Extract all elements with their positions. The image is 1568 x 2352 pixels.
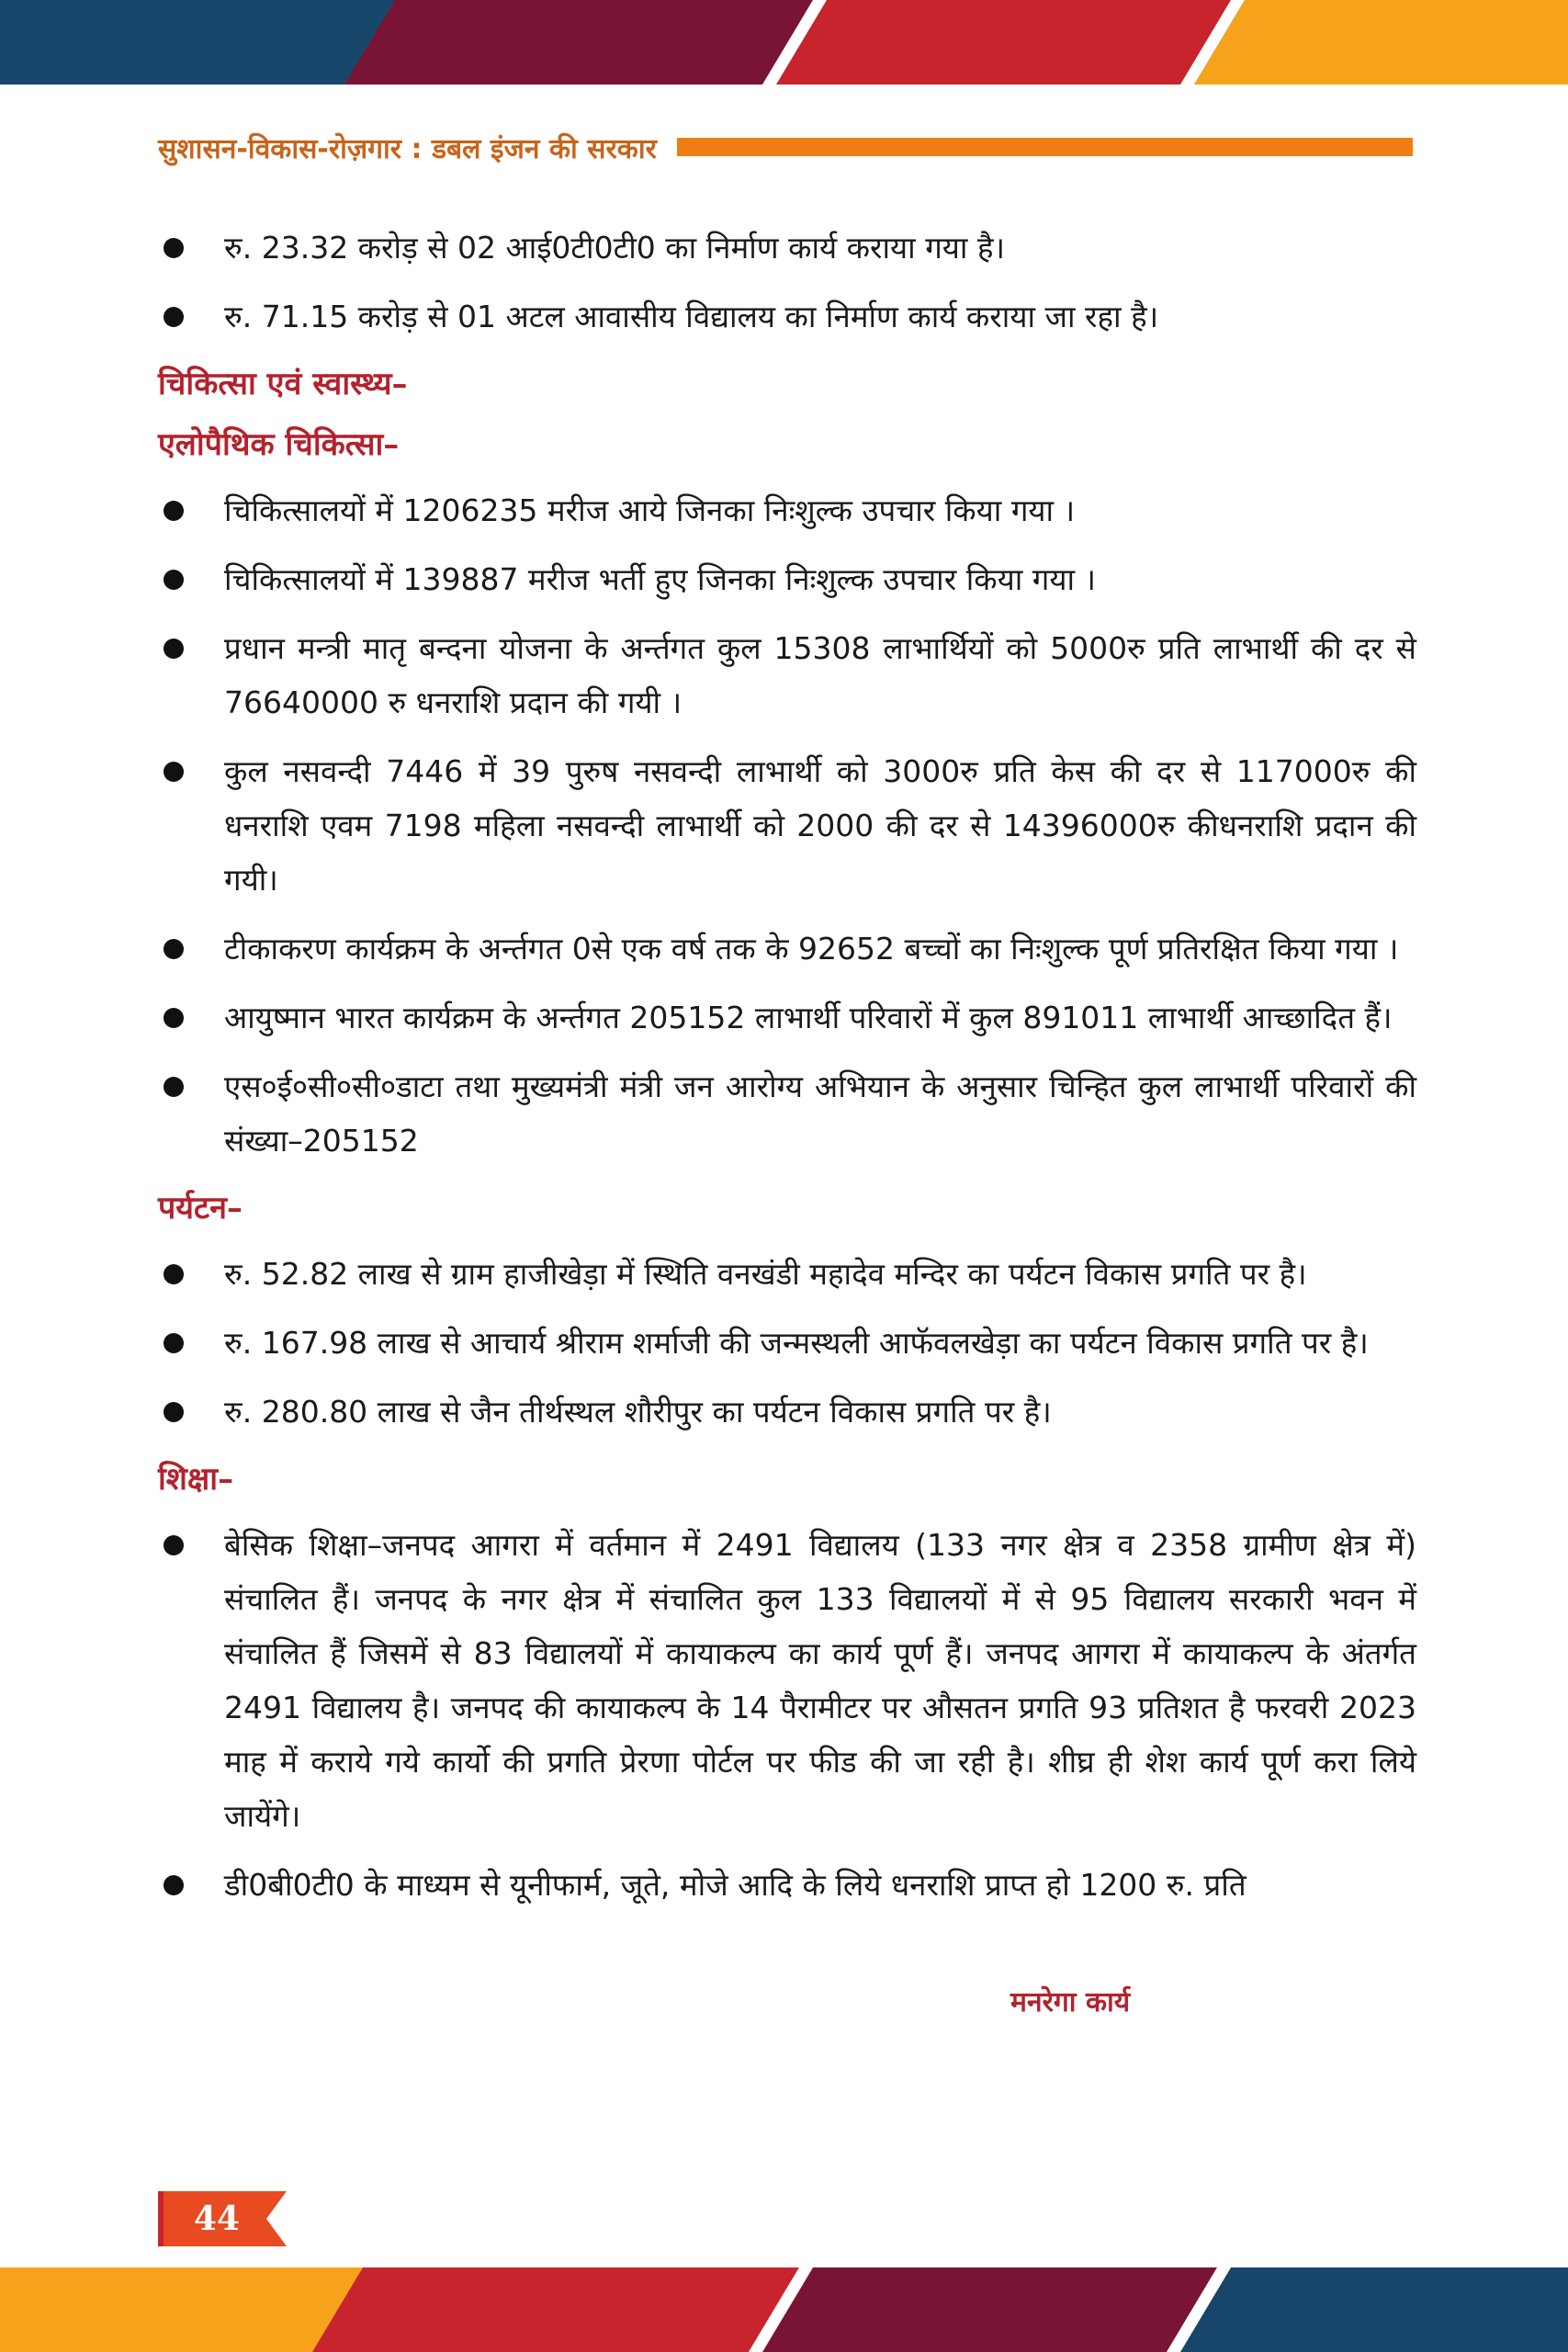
bullet-icon (164, 1402, 184, 1422)
list-item: टीकाकरण कार्यक्रम के अर्न्तगत 0से एक वर्ष तक के 92652 बच्चों का निःशुल्क पूर्ण प्रतिरक्षित किया गया । (158, 922, 1416, 976)
tourism-bullet-list (158, 1247, 1416, 1439)
page-number-badge (158, 2191, 287, 2246)
list-item: बेसिक शिक्षा–जनपद आगरा में वर्तमान में 2491 विद्यालय (133 नगर क्षेत्र व 2358 ग्रामीण क्षेत्र में) संचालित हैं। जनपद के नगर क्षेत्र में संचालित कुल 133 विद्यालयों में से 95 विद्यालय सरकारी भवन में संचालित हैं जिसमें से 83 विद्यालयों में कायाकल्प का कार्य पूर्ण हैं। जनपद आगरा में कायाकल्प के अंतर्गत 2491 विद्यालय है। जनपद की कायाकल्प के 14 पैरामीटर पर औसतन प्रगति 93 प्रतिशत है फरवरी 2023 माह में कराये गये कार्यो की प्रगति प्रेरणा पोर्टल पर फीड की जा रही है। शीघ्र ही शेश कार्य पूर्ण करा लिये जायेंगे। (158, 1518, 1416, 1843)
list-item: आयुष्मान भारत कार्यक्रम के अर्न्तगत 205152 लाभार्थी परिवारों में कुल 891011 लाभार्थी आच्छादित हैं। (158, 990, 1416, 1045)
list-item: प्रधान मन्त्री मातृ बन्दना योजना के अर्न्तगत कुल 15308 लाभार्थियों को 5000रु प्रति लाभार्थी की दर से 76640000 रु धनराशि प्रदान की गयी । (158, 621, 1416, 729)
list-item: एस०ई०सी०सी०डाटा तथा मुख्यमंत्री मंत्री जन आरोग्य अभियान के अनुसार चिन्हित कुल लाभार्थी परिवारों की संख्या–205152 (158, 1059, 1416, 1168)
list-item: कुल नसवन्दी 7446 में 39 पुरुष नसवन्दी लाभार्थी को 3000रु प्रति केस की दर से 117000रु की धनराशि एवम 7198 महिला नसवन्दी लाभार्थी को 2000 की दर से 14396000रु कीधनराशि प्रदान की गयी। (158, 744, 1416, 907)
band-stripe-red (776, 0, 1231, 85)
bullet-icon (164, 307, 184, 327)
bullet-icon (164, 238, 184, 258)
band-stripe-maroon (344, 0, 827, 85)
overlay-label-mgnrega: मनरेगा कार्य (1010, 1986, 1131, 2018)
page-number: 44 (193, 2199, 241, 2238)
bullet-icon (164, 1008, 184, 1028)
list-item: रु. 167.98 लाख से आचार्य श्रीराम शर्माजी की जन्मस्थली आफॅवलखेड़ा का पर्यटन विकास प्रगति पर है। (158, 1316, 1416, 1370)
bullet-icon (164, 639, 184, 659)
section-heading-health: चिकित्सा एवं स्वास्थ्य– (158, 366, 408, 402)
health-bullet-list (158, 483, 1416, 1168)
list-item: चिकित्सालयों में 139887 मरीज भर्ती हुए जिनका निःशुल्क उपचार किया गया । (158, 552, 1416, 606)
list-item: चिकित्सालयों में 1206235 मरीज आये जिनका निःशुल्क उपचार किया गया । (158, 483, 1416, 537)
section-subheading-allopathy: एलोपैथिक चिकित्सा– (158, 426, 400, 463)
band-stripe-red (312, 2267, 799, 2352)
header-title: सुशासन-विकास-रोज़गार : डबल इंजन की सरकार (158, 132, 657, 165)
education-bullet-list (158, 1518, 1416, 1912)
bullet-icon (164, 1875, 184, 1895)
bullet-icon (164, 1264, 184, 1284)
running-header (158, 127, 1413, 167)
section-heading-tourism: पर्यटन– (158, 1190, 243, 1227)
bullet-icon (164, 762, 184, 782)
section-heading-education: शिक्षा– (158, 1461, 234, 1498)
top-color-band (0, 0, 1568, 85)
header-rule (677, 138, 1413, 156)
list-item: रु. 71.15 करोड़ से 01 अटल आवासीय विद्यालय का निर्माण कार्य कराया जा रहा है। (158, 289, 1416, 344)
top-bullet-list (158, 220, 1416, 344)
bullet-icon (164, 1077, 184, 1097)
band-stripe-orange (1194, 0, 1568, 85)
list-item: रु. 52.82 लाख से ग्राम हाजीखेड़ा में स्थिति वनखंडी महादेव मन्दिर का पर्यटन विकास प्रगति पर है। (158, 1247, 1416, 1301)
list-item: रु. 23.32 करोड़ से 02 आई0टी0टी0 का निर्माण कार्य कराया गया है। (158, 220, 1416, 275)
bullet-icon (164, 501, 184, 521)
band-stripe-maroon (762, 2267, 1217, 2352)
bullet-icon (164, 1333, 184, 1353)
band-stripe-navy (1180, 2267, 1568, 2352)
bullet-icon (164, 939, 184, 959)
list-item: रु. 280.80 लाख से जैन तीर्थस्थल शौरीपुर का पर्यटन विकास प्रगति पर है। (158, 1385, 1416, 1439)
bottom-color-band (0, 2267, 1568, 2352)
bullet-icon (164, 570, 184, 590)
bullet-icon (164, 1535, 184, 1555)
page-content (158, 220, 1416, 1927)
list-item: डी0बी0टी0 के माध्यम से यूनीफार्म, जूते, मोजे आदि के लिये धनराशि प्राप्त हो 1200 रु. प्रति (158, 1858, 1416, 1912)
